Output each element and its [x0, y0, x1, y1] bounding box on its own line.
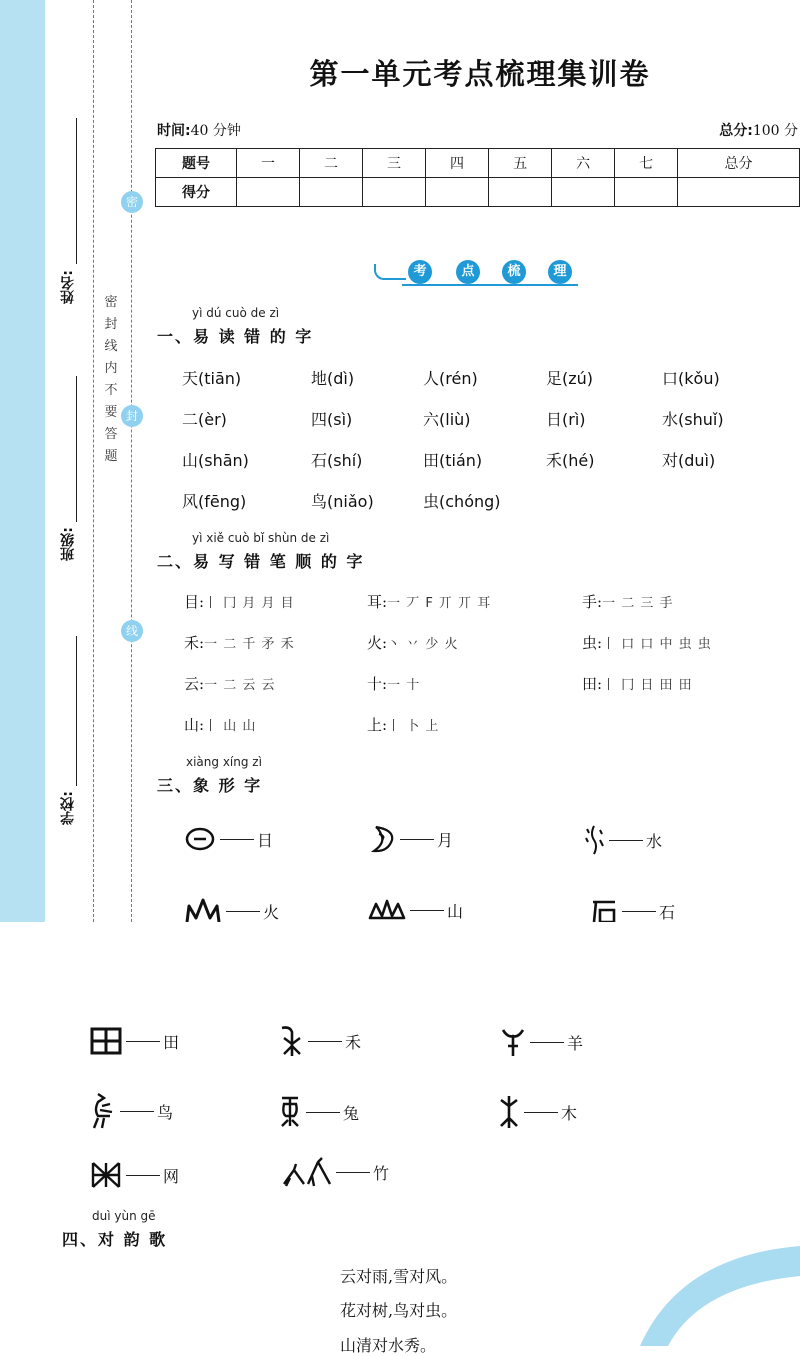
table-header-cell: 六	[552, 149, 615, 178]
reading-char: 足	[546, 369, 563, 388]
name-line	[76, 118, 77, 264]
connector-line	[308, 1041, 342, 1042]
stroke-char: 火:	[367, 634, 388, 652]
connector-line	[336, 1172, 370, 1173]
reading-item	[423, 366, 478, 389]
stroke-char: 虫:	[582, 634, 603, 652]
table-header-cell: 五	[489, 149, 552, 178]
name-field[interactable]	[58, 270, 84, 304]
stroke-sequence: 一 二 三 手	[602, 596, 674, 611]
pictograph-item	[583, 824, 662, 856]
stroke-item	[367, 632, 458, 653]
score-input-cell[interactable]	[300, 178, 363, 207]
net-glyph-icon	[90, 1160, 122, 1190]
reading-item	[546, 448, 594, 471]
reading-pinyin: (tián)	[439, 451, 483, 470]
reading-char: 四	[311, 410, 328, 429]
pictograph-char: 火	[263, 902, 280, 922]
stroke-item	[582, 591, 673, 612]
reading-item	[546, 407, 586, 430]
moon-glyph-icon	[368, 824, 396, 854]
section4-title: 四、对 韵 歌	[62, 1230, 168, 1249]
table-header-cell: 三	[363, 149, 426, 178]
score-input-cell[interactable]	[426, 178, 489, 207]
table-row	[156, 149, 800, 178]
pictograph-item	[368, 824, 453, 854]
pictograph-item	[368, 898, 463, 922]
score-label: 总分:	[719, 123, 753, 139]
class-field[interactable]	[58, 527, 84, 561]
table-header-cell: 四	[426, 149, 489, 178]
pictograph-char: 竹	[373, 1163, 390, 1183]
reading-char: 风	[182, 492, 199, 511]
seal-mark-xian: 线	[121, 620, 143, 642]
pictograph-char: 日	[257, 830, 274, 850]
time-value: 40 分钟	[190, 123, 241, 139]
reading-item	[311, 489, 374, 512]
school-line	[76, 636, 77, 786]
score-input-cell[interactable]	[363, 178, 426, 207]
stroke-char: 目:	[184, 593, 205, 611]
reading-char: 对	[662, 451, 679, 470]
reading-pinyin: (dì)	[327, 369, 355, 388]
stroke-item	[582, 673, 693, 694]
connector-line	[524, 1112, 558, 1113]
pictograph-item	[184, 826, 273, 852]
reading-item	[662, 407, 724, 430]
stroke-item	[184, 591, 295, 612]
reading-item	[311, 366, 354, 389]
stroke-char: 上:	[367, 716, 388, 734]
connector-line	[126, 1041, 160, 1042]
water-glyph-icon	[583, 824, 605, 856]
banner-char: 理	[548, 260, 572, 284]
reading-char: 禾	[546, 451, 563, 470]
pictograph-item	[278, 1094, 359, 1130]
pictograph-item	[184, 898, 279, 922]
pictograph-char: 田	[163, 1032, 180, 1052]
reading-char: 水	[662, 410, 679, 429]
connector-line	[306, 1112, 340, 1113]
stroke-sequence: 丨 口 口 中 虫 虫	[602, 637, 712, 652]
seal-dashed-line	[131, 0, 132, 922]
section1-pinyin: yì dú cuò de zì	[192, 306, 280, 320]
reading-item	[546, 366, 593, 389]
reading-pinyin: (rén)	[439, 369, 478, 388]
pictograph-item	[90, 1027, 179, 1055]
pictograph-item	[590, 898, 675, 922]
binding-strip	[0, 0, 45, 922]
decorative-wave-icon	[640, 1236, 800, 1346]
table-header-cell: 二	[300, 149, 363, 178]
connector-line	[530, 1042, 564, 1043]
pictograph-char: 网	[163, 1166, 180, 1186]
connector-line	[609, 840, 643, 841]
stroke-sequence: 丶 丷 少 火	[387, 637, 459, 652]
reading-pinyin: (niǎo)	[327, 492, 374, 511]
stroke-sequence: 一 二 千 矛 禾	[204, 637, 295, 652]
pictograph-char: 羊	[567, 1033, 584, 1053]
connector-line	[226, 911, 260, 912]
pictograph-item	[282, 1156, 389, 1188]
connector-line	[126, 1175, 160, 1176]
stroke-item	[367, 714, 439, 735]
pictograph-char: 鸟	[157, 1102, 174, 1122]
table-row	[156, 178, 800, 207]
pictograph-char: 山	[447, 901, 464, 921]
poem-line: 花对树,鸟对虫。	[340, 1301, 458, 1320]
stroke-item	[184, 632, 295, 653]
score-row-label: 得分	[156, 178, 237, 207]
pictograph-item	[498, 1094, 577, 1130]
stroke-item	[367, 673, 420, 694]
reading-char: 口	[662, 369, 679, 388]
connector-line	[400, 839, 434, 840]
pictograph-item	[500, 1026, 583, 1058]
bamboo-glyph-icon	[282, 1156, 332, 1188]
banner-underline	[402, 284, 578, 286]
reading-char: 山	[182, 451, 199, 470]
stroke-char: 云:	[184, 675, 205, 693]
reading-item	[182, 448, 249, 471]
table-header-cell: 总分	[678, 149, 800, 178]
stroke-char: 田:	[582, 675, 603, 693]
mountain-glyph-icon	[368, 898, 406, 922]
section3-pinyin: xiàng xíng zì	[186, 755, 262, 769]
pictograph-item	[278, 1024, 361, 1058]
reading-char: 天	[182, 369, 199, 388]
reading-item	[311, 407, 352, 430]
reading-pinyin: (hé)	[562, 451, 595, 470]
reading-char: 六	[423, 410, 440, 429]
reading-char: 地	[311, 369, 328, 388]
seal-notice: 密封线内不要答题	[104, 295, 118, 464]
stone-glyph-icon	[590, 898, 618, 922]
pictograph-char: 月	[437, 830, 454, 850]
reading-pinyin: (èr)	[198, 410, 227, 429]
pictograph-char: 禾	[345, 1032, 362, 1052]
reading-item	[182, 407, 227, 430]
pictograph-char: 兔	[343, 1103, 360, 1123]
reading-pinyin: (tiān)	[198, 369, 242, 388]
stroke-sequence: 丨 卜 上	[387, 719, 440, 734]
reading-item	[182, 489, 246, 512]
banner-char: 考	[408, 260, 432, 284]
page-title: 第一单元考点梳理集训卷	[309, 57, 651, 91]
table-header-cell: 一	[237, 149, 300, 178]
reading-item	[311, 448, 362, 471]
stroke-sequence: 一 丆 F 丌 丌 耳	[387, 596, 492, 611]
stroke-item	[582, 632, 712, 653]
connector-line	[622, 911, 656, 912]
reading-char: 二	[182, 410, 199, 429]
section1-title: 一、易 读 错 的 字	[157, 327, 314, 346]
stroke-item	[184, 714, 256, 735]
score-table	[155, 148, 800, 207]
school-label: 学校:	[60, 791, 76, 825]
pictograph-char: 水	[646, 831, 663, 851]
rabbit-glyph-icon	[278, 1094, 302, 1130]
stroke-char: 十:	[367, 675, 388, 693]
stroke-item	[184, 673, 275, 694]
stroke-sequence: 丨 冂 月 月 目	[204, 596, 295, 611]
reading-pinyin: (liù)	[439, 410, 471, 429]
connector-line	[120, 1111, 154, 1112]
reading-char: 虫	[423, 492, 440, 511]
stroke-sequence: 一 十	[387, 678, 421, 693]
poem-line: 云对雨,雪对风。	[340, 1267, 458, 1286]
section4-pinyin: duì yùn gē	[92, 1209, 156, 1223]
reading-item	[423, 489, 501, 512]
reading-pinyin: (shān)	[198, 451, 249, 470]
section3-title: 三、象 形 字	[157, 776, 263, 795]
score-input-cell[interactable]	[552, 178, 615, 207]
pictograph-item	[90, 1092, 173, 1130]
stroke-sequence: 一 二 云 云	[204, 678, 276, 693]
score-input-cell[interactable]	[489, 178, 552, 207]
reading-pinyin: (kǒu)	[678, 369, 720, 388]
pictograph-char: 石	[659, 902, 676, 922]
sheep-glyph-icon	[500, 1026, 526, 1058]
time-info	[157, 120, 241, 140]
reading-item	[182, 366, 241, 389]
pictograph-char: 木	[561, 1103, 578, 1123]
banner-arrow-icon	[374, 264, 406, 280]
connector-line	[410, 910, 444, 911]
reading-char: 日	[546, 410, 563, 429]
stroke-char: 手:	[582, 593, 603, 611]
seal-mark-feng: 封	[121, 405, 143, 427]
reading-char: 人	[423, 369, 440, 388]
reading-pinyin: (duì)	[678, 451, 716, 470]
reading-item	[662, 448, 715, 471]
reading-char: 石	[311, 451, 328, 470]
reading-item	[423, 448, 482, 471]
reading-pinyin: (shuǐ)	[678, 410, 724, 429]
reading-pinyin: (chóng)	[439, 492, 501, 511]
seal-dashed-line	[93, 0, 94, 922]
score-input-cell[interactable]	[237, 178, 300, 207]
stroke-char: 禾:	[184, 634, 205, 652]
grain-glyph-icon	[278, 1024, 304, 1058]
name-label: 姓名:	[60, 270, 76, 304]
stroke-sequence: 丨 冂 日 田 田	[602, 678, 693, 693]
sun-glyph-icon	[184, 826, 216, 852]
score-value: 100 分	[752, 123, 798, 139]
score-input-cell[interactable]	[615, 178, 678, 207]
stroke-char: 山:	[184, 716, 205, 734]
reading-pinyin: (fēng)	[198, 492, 247, 511]
reading-item	[662, 366, 720, 389]
score-input-cell[interactable]	[678, 178, 800, 207]
time-label: 时间:	[157, 123, 191, 139]
banner-char: 点	[456, 260, 480, 284]
section2-title: 二、易 写 错 笔 顺 的 字	[157, 552, 365, 571]
class-line	[76, 376, 77, 522]
tree-glyph-icon	[498, 1094, 520, 1130]
pictograph-item	[90, 1160, 179, 1190]
reading-char: 鸟	[311, 492, 328, 511]
fire-glyph-icon	[184, 898, 222, 922]
reading-pinyin: (sì)	[327, 410, 353, 429]
reading-item	[423, 407, 471, 430]
poem-line: 山清对水秀。	[340, 1336, 437, 1355]
connector-line	[220, 839, 254, 840]
reading-pinyin: (shí)	[327, 451, 363, 470]
class-label: 班级:	[60, 527, 76, 561]
seal-mark-mi: 密	[121, 191, 143, 213]
banner-char: 梳	[502, 260, 526, 284]
table-header-cell: 七	[615, 149, 678, 178]
table-header-cell: 题号	[156, 149, 237, 178]
stroke-item	[367, 591, 491, 612]
reading-pinyin: (zú)	[562, 369, 594, 388]
section2-pinyin: yì xiě cuò bǐ shùn de zì	[192, 531, 330, 545]
reading-pinyin: (rì)	[562, 410, 586, 429]
stroke-char: 耳:	[367, 593, 388, 611]
score-info	[719, 120, 798, 140]
field-glyph-icon	[90, 1027, 122, 1055]
school-field[interactable]	[58, 791, 84, 825]
stroke-sequence: 丨 山 山	[204, 719, 257, 734]
bird-glyph-icon	[90, 1092, 116, 1130]
reading-char: 田	[423, 451, 440, 470]
section-banner	[372, 258, 582, 288]
